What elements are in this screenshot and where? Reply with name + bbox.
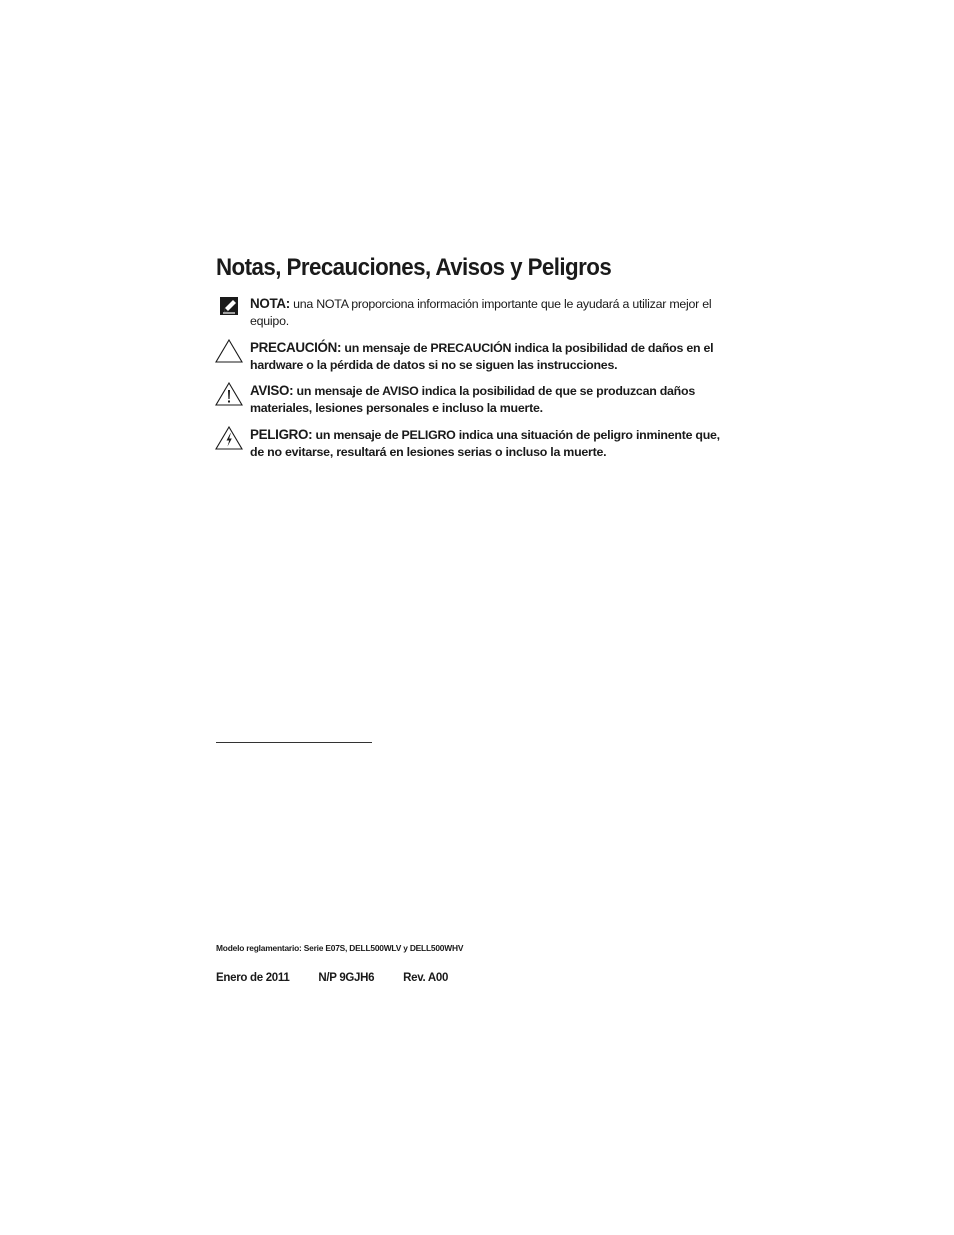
warning-exclamation-icon bbox=[214, 382, 244, 408]
caution-notice bbox=[214, 339, 726, 379]
danger-notice bbox=[214, 426, 726, 466]
warning-text bbox=[250, 382, 720, 417]
electric-hazard-icon bbox=[214, 426, 244, 452]
caution-triangle-icon bbox=[214, 339, 244, 365]
warning-label: AVISO: bbox=[250, 383, 294, 398]
part-number: N/P 9GJH6 bbox=[318, 972, 375, 984]
note-label: NOTA: bbox=[250, 296, 290, 311]
note-text bbox=[250, 295, 720, 330]
regulatory-model: Modelo reglamentario: Serie E07S, DELL500WLV y DELL500WHV bbox=[216, 943, 464, 953]
page-title: Notas, Precauciones, Avisos y Peligros bbox=[216, 254, 612, 281]
revision: Rev. A00 bbox=[403, 972, 449, 984]
danger-body: un mensaje de PELIGRO indica una situación de peligro inminente que, de no evitarse, resultará en lesiones serias o incluso la muerte. bbox=[250, 428, 720, 459]
danger-text bbox=[250, 426, 720, 461]
caution-text bbox=[250, 339, 720, 374]
caution-label: PRECAUCIÓN: bbox=[250, 340, 342, 355]
caution-body: un mensaje de PRECAUCIÓN indica la posibilidad de daños en el hardware o la pérdida de datos si no se siguen las instrucciones. bbox=[250, 341, 714, 372]
warning-notice bbox=[214, 382, 726, 422]
danger-label: PELIGRO: bbox=[250, 427, 313, 442]
pencil-note-icon bbox=[214, 295, 244, 321]
publication-info bbox=[216, 972, 448, 984]
note-notice bbox=[214, 295, 726, 335]
note-body: una NOTA proporciona información importante que le ayudará a utilizar mejor el equipo. bbox=[250, 297, 712, 328]
footnote-divider bbox=[216, 742, 372, 743]
publication-date: Enero de 2011 bbox=[216, 972, 290, 984]
warning-body: un mensaje de AVISO indica la posibilidad de que se produzcan daños materiales, lesiones personales e incluso la muerte. bbox=[250, 384, 695, 415]
